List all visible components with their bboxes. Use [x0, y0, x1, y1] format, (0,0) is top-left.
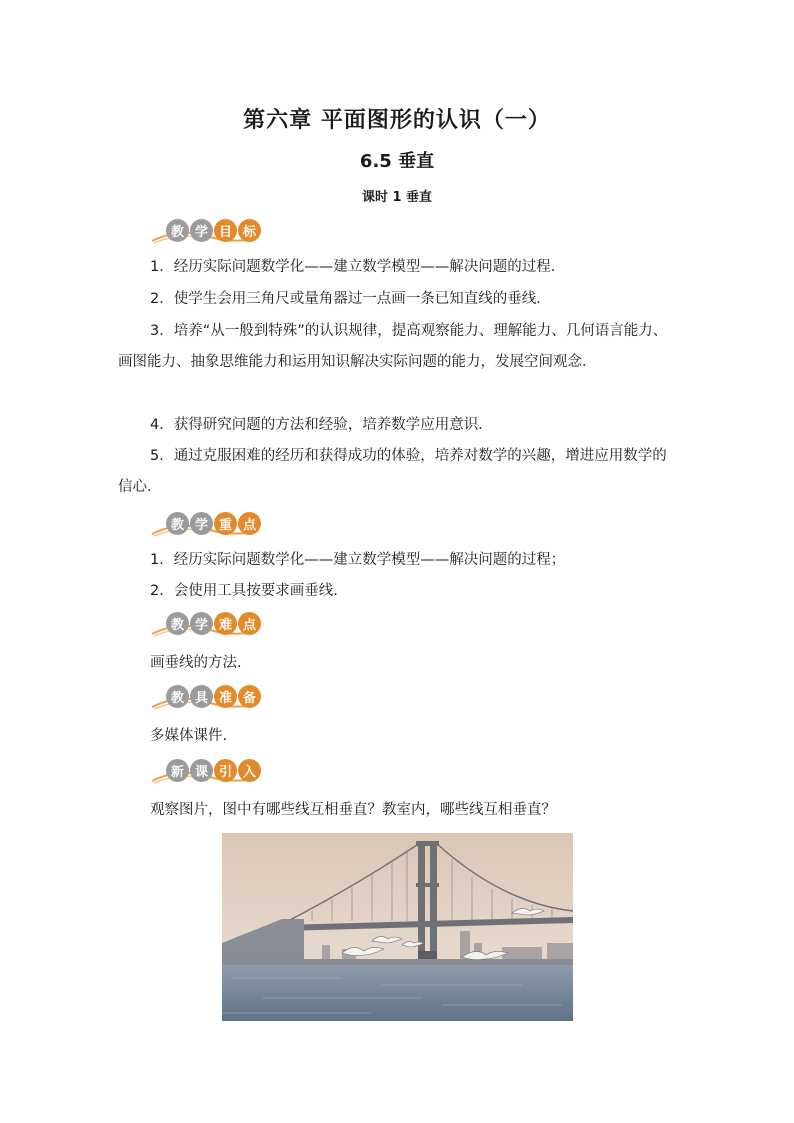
- water: [222, 965, 573, 1021]
- materials-text: 多媒体课件.: [150, 728, 228, 744]
- objective-item: 3．培养“从一般到特殊”的认识规律，提高观察能力、理解能力、几何语言能力、画图能力、抽象思维能力和运用知识解决实际问题的能力，发展空间观念．: [118, 323, 668, 370]
- chapter-title: 第六章 平面图形的认识（一）: [243, 108, 551, 133]
- heading-chip: 课: [190, 759, 213, 782]
- heading-chip: 点: [238, 512, 261, 535]
- heading-chip: 具: [190, 685, 213, 708]
- heading-chip: 学: [190, 512, 213, 535]
- heading-chip: 入: [238, 759, 261, 782]
- materials-heading: [150, 685, 280, 711]
- introduction-text: 观察图片，图中有哪些线互相垂直？教室内，哪些线互相垂直？: [150, 802, 556, 818]
- heading-chip: 教: [166, 512, 189, 535]
- heading-chip: 重: [214, 512, 237, 535]
- objective-item: 5．通过克服困难的经历和获得成功的体验，培养对数学的兴趣，增进应用数学的信心．: [118, 448, 667, 495]
- heading-chip: 学: [190, 612, 213, 635]
- lesson-title: 课时 1 垂直: [361, 190, 433, 205]
- heading-chip: 教: [166, 685, 189, 708]
- heading-chip: 目: [214, 219, 237, 242]
- key-point-item: 1．经历实际问题数学化——建立数学模型——解决问题的过程；: [150, 552, 566, 568]
- bridge-photo: [222, 833, 573, 1021]
- key-points-heading: [150, 512, 280, 538]
- section-title: 6.5 垂直: [359, 151, 435, 172]
- difficulties-text: 画垂线的方法.: [150, 655, 242, 671]
- heading-chip: 学: [190, 219, 213, 242]
- objective-item: 4．获得研究问题的方法和经验，培养数学应用意识．: [150, 417, 493, 433]
- bridge-tower: [418, 841, 425, 959]
- heading-chip: 引: [214, 759, 237, 782]
- heading-chip: 备: [238, 685, 261, 708]
- heading-chip: 新: [166, 759, 189, 782]
- introduction-heading: [150, 759, 280, 785]
- objective-item: 2．使学生会用三角尺或量角器过一点画一条已知直线的垂线．: [150, 291, 551, 307]
- objectives-heading: [150, 219, 280, 245]
- heading-chip: 准: [214, 685, 237, 708]
- heading-chip: 教: [166, 219, 189, 242]
- heading-chip: 点: [238, 612, 261, 635]
- bridge-tower: [430, 841, 437, 959]
- difficulties-heading: [150, 612, 280, 638]
- heading-chip: 教: [166, 612, 189, 635]
- key-point-item: 2．会使用工具按要求画垂线.: [150, 583, 338, 599]
- heading-chip: 标: [238, 219, 261, 242]
- objective-item: 1．经历实际问题数学化——建立数学模型——解决问题的过程．: [150, 259, 566, 275]
- heading-chip: 难: [214, 612, 237, 635]
